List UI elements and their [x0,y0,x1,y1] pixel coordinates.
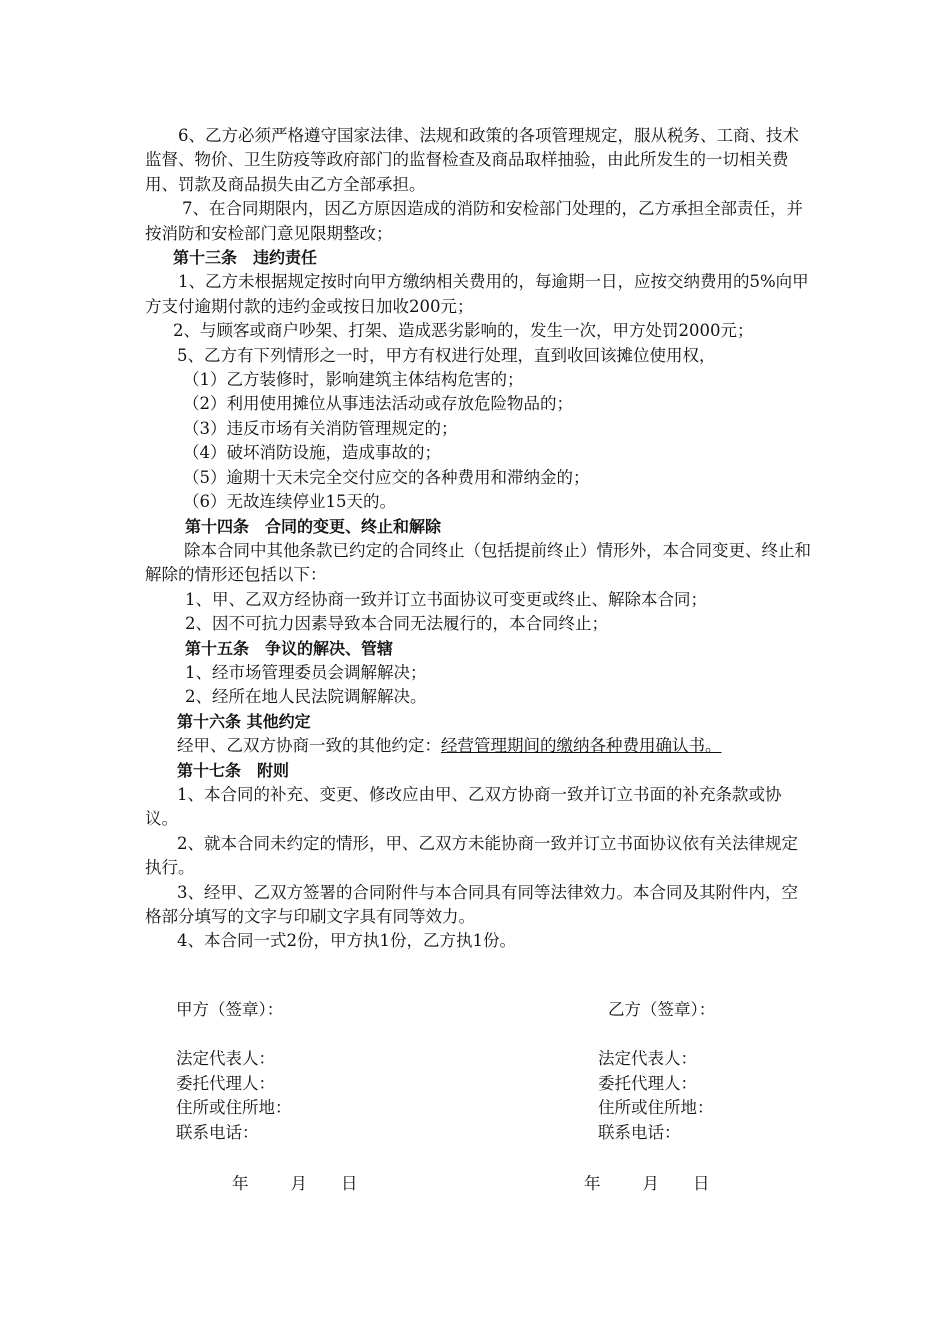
article-17-item-4: 4、本合同一式2份，甲方执1份，乙方执1份。 [177,931,516,951]
clause-7: 7、在合同期限内，因乙方原因造成的消防和安检部门处理的，乙方承担全部责任，并按消防和安检部门意见限期整改； [145,199,803,243]
date-year: 年 [232,1174,249,1193]
article-13-subitem: （4）破坏消防设施，造成事故的； [183,443,441,463]
article-13-subitem: （3）违反市场有关消防管理规定的； [183,418,458,438]
date-day: 日 [693,1174,710,1193]
article-13-subitem: （5）逾期十天未完全交付应交的各种费用和滞纳金的； [183,467,590,487]
party-b-date [584,1170,710,1194]
article-13-subitem: （2）利用使用摊位从事违法活动或存放危险物品的； [183,394,573,414]
article-14-item-2: 2、因不可抗力因素导致本合同无法履行的，本合同终止； [185,614,608,634]
date-month: 月 [642,1174,659,1193]
article-16-attachment: 经营管理期间的缴纳各种费用确认书。 [441,736,722,756]
article-16-lead: 经甲、乙双方协商一致的其他约定： [177,736,441,756]
article-14-title: 第十四条 合同的变更、终止和解除 [185,516,442,536]
article-14-item-1: 1、甲、乙双方经协商一致并订立书面协议可变更或终止、解除本合同； [185,589,707,609]
party-b-seal: 乙方（签章）： [608,1000,716,1019]
article-13-item-1: 1、乙方未根据规定按时向甲方缴纳相关费用的，每逾期一日，应按交纳费用的5%向甲方支付逾期付款的违约金或按日加收200元； [145,272,809,316]
party-a-seal: 甲方（签章）： [176,1000,284,1019]
article-13-subitem: （1）乙方装修时，影响建筑主体结构危害的； [183,370,524,390]
article-17-title: 第十七条 附则 [177,760,290,780]
article-13-item-2: 2、与顾客或商户吵架、打架、造成恶劣影响的，发生一次，甲方处罚2000元； [173,321,754,341]
clause-6: 6、乙方必须严格遵守国家法律、法规和政策的各项管理规定，服从税务、工商、技术监督、物价、卫生防疫等政府部门的监督检查及商品取样抽验，由此所发生的一切相关费用、罚款及商品损失由乙方全部承担。 [145,126,799,194]
contract-body [145,124,811,954]
article-17-item-3: 3、经甲、乙双方签署的合同附件与本合同具有同等法律效力。本合同及其附件内，空格部分填写的文字与印刷文字具有同等效力。 [145,882,798,926]
article-14-intro: 除本合同中其他条款已约定的合同终止（包括提前终止）情形外，本合同变更、终止和解除的情形还包括以下： [145,540,811,585]
party-a-date [232,1170,358,1194]
article-16-text [145,734,811,758]
article-15-title: 第十五条 争议的解决、管辖 [185,638,394,658]
date-day: 日 [341,1174,358,1193]
party-a-address: 住所或住所地： [176,1098,292,1117]
party-a-phone: 联系电话： [176,1123,259,1142]
party-a-legal-rep: 法定代表人： [176,1049,275,1068]
date-year: 年 [584,1174,601,1193]
date-month: 月 [290,1174,307,1193]
party-b-address: 住所或住所地： [598,1098,714,1117]
article-13-subitem: （6）无故连续停业15天的。 [183,492,396,512]
party-a-agent: 委托代理人： [176,1074,275,1093]
article-17-item-1: 1、本合同的补充、变更、修改应由甲、乙双方协商一致并订立书面的补充条款或协议。 [145,784,782,829]
article-13-title: 第十三条 违约责任 [173,248,318,268]
article-17-item-2: 2、就本合同未约定的情形，甲、乙双方未能协商一致并订立书面协议依有关法律规定执行。 [145,833,798,878]
party-b-agent: 委托代理人： [598,1074,697,1093]
article-15-item-2: 2、经所在地人民法院调解解决。 [185,687,427,707]
article-15-item-1: 1、经市场管理委员会调解解决； [185,662,427,682]
article-13-item-5: 5、乙方有下列情形之一时，甲方有权进行处理，直到收回该摊位使用权， [177,345,716,365]
article-16-title: 第十六条 其他约定 [177,711,311,731]
party-b-phone: 联系电话： [598,1123,681,1142]
party-b-legal-rep: 法定代表人： [598,1049,697,1068]
